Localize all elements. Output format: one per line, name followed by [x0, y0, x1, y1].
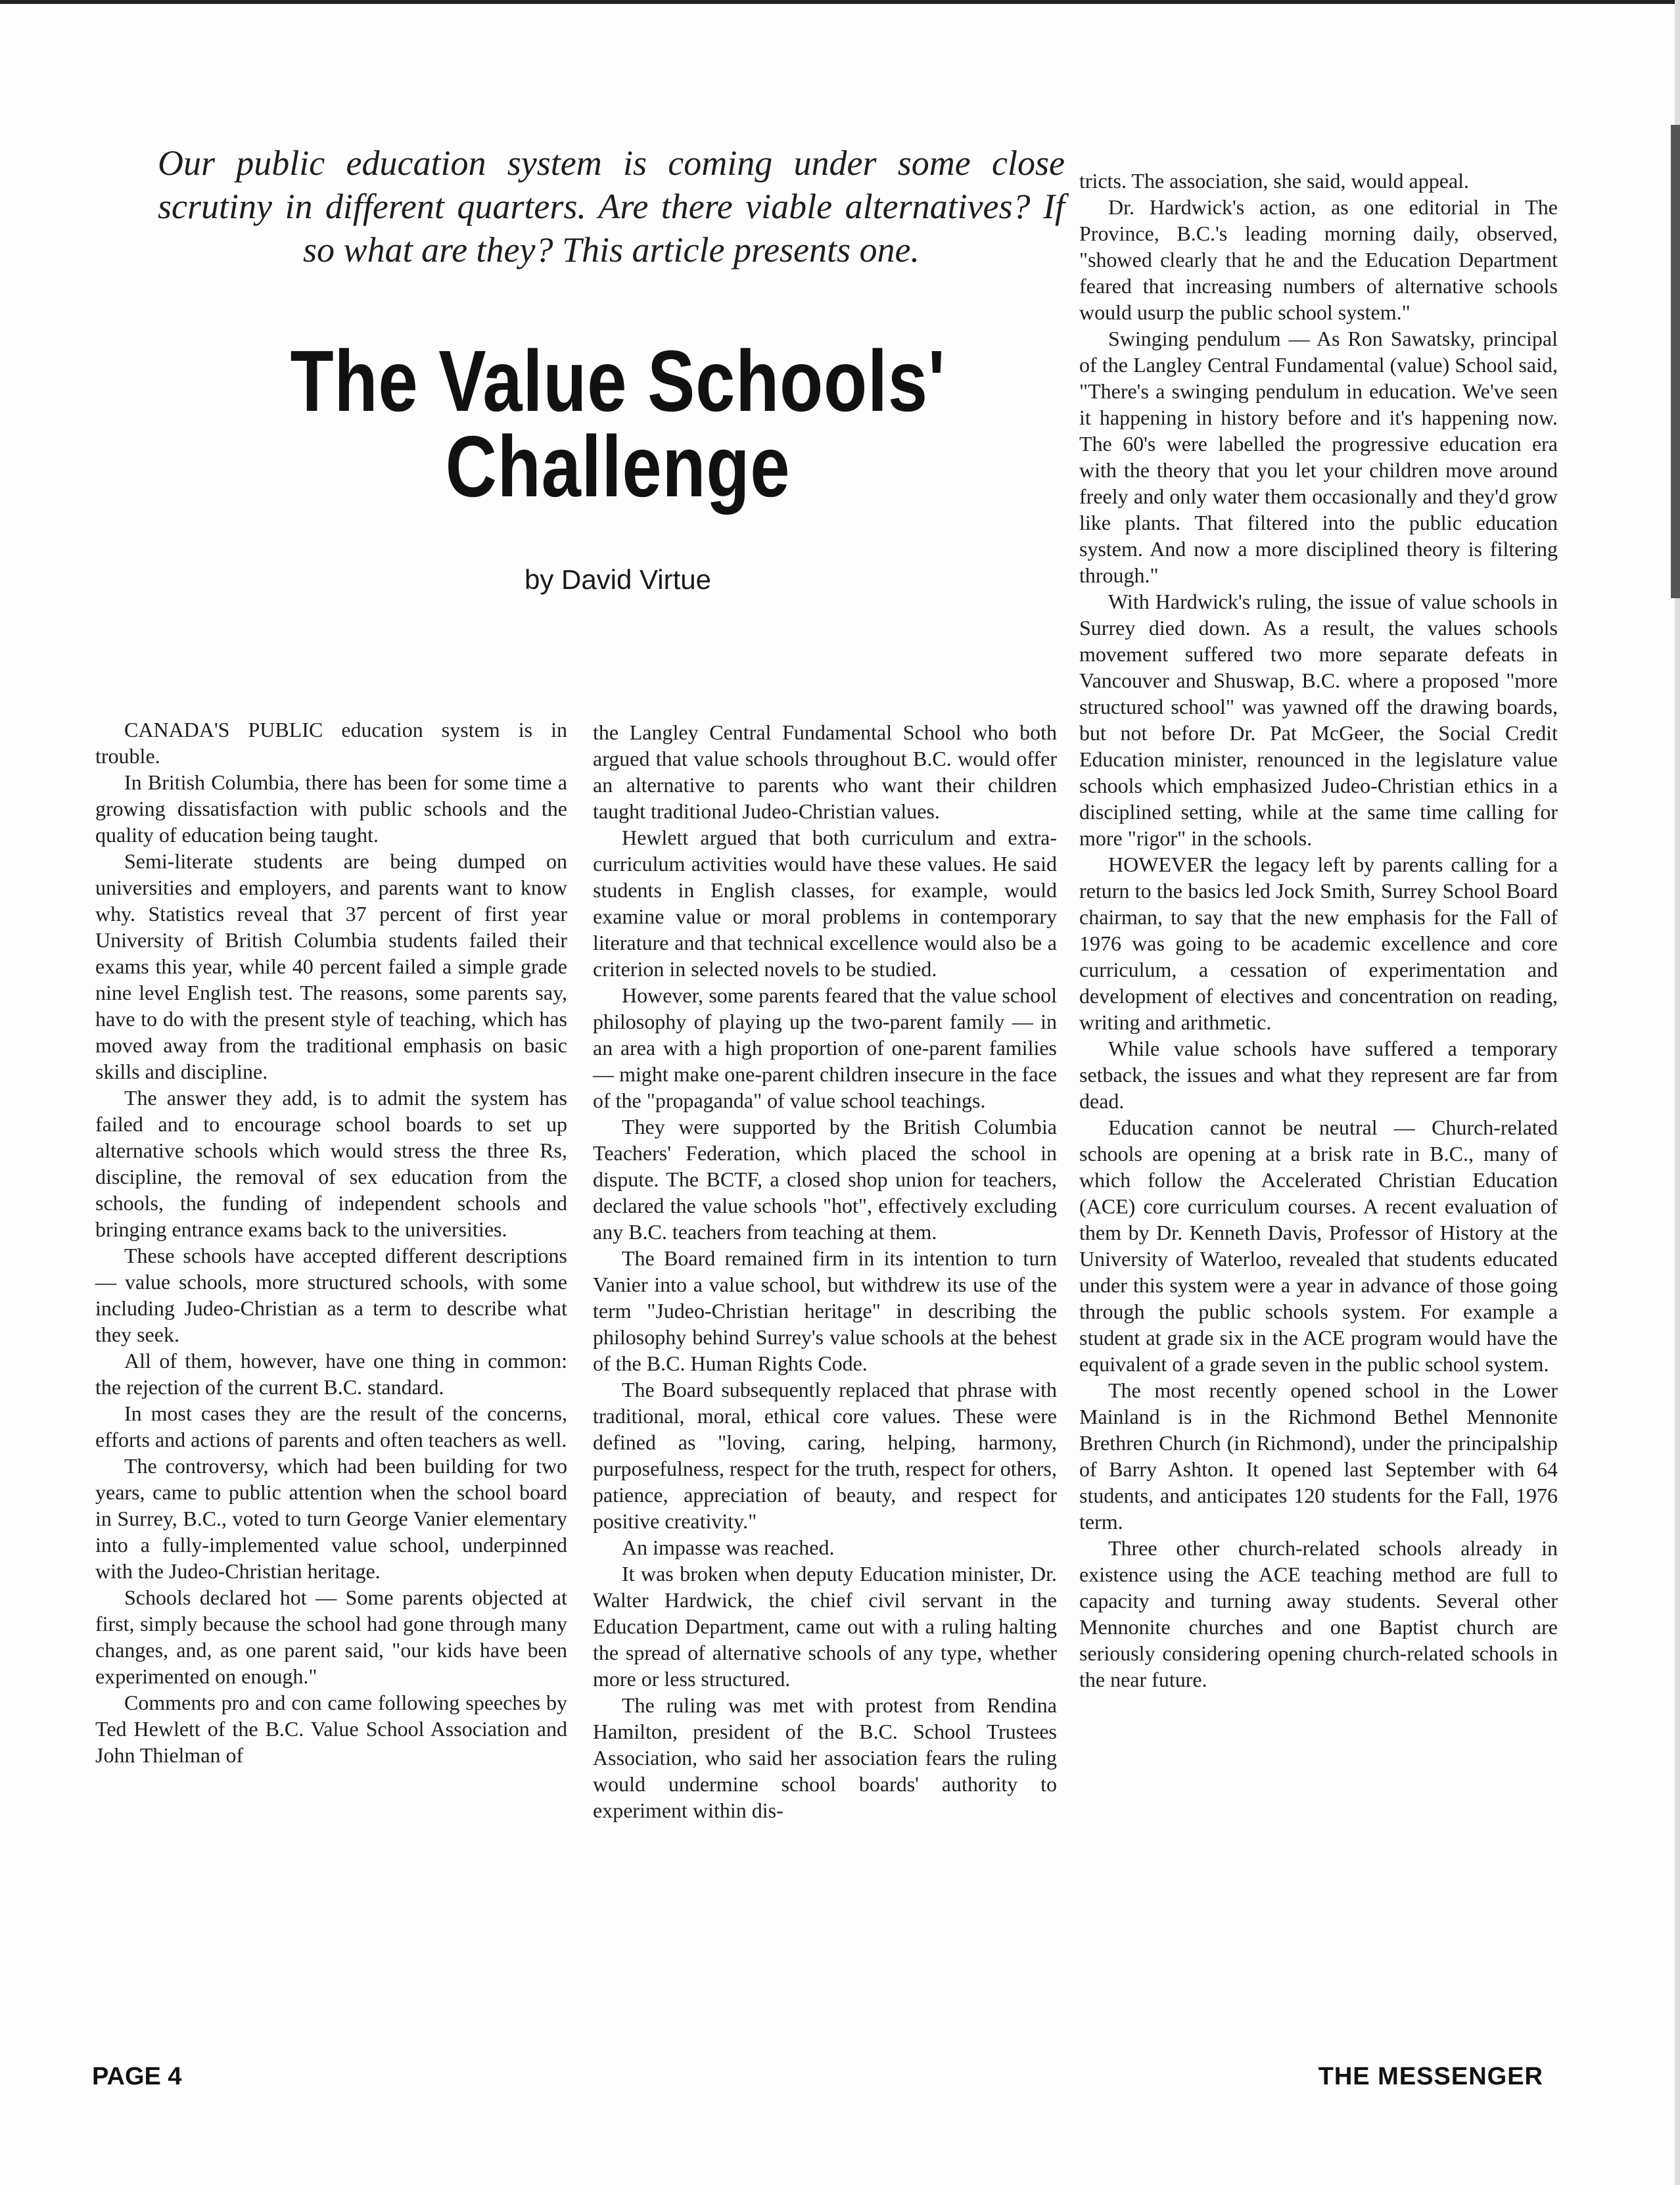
paragraph: An impasse was reached. [622, 1536, 835, 1559]
paragraph: the Langley Central Fundamental School who both argued that value schools throughout B.C. would offer an alternative to parents who want their children taught traditional Judeo-Christian values. [593, 720, 1057, 823]
publication-name: THE MESSENGER [1318, 2063, 1543, 2090]
paragraph: In most cases they are the result of the concerns, efforts and actions of parents and often teachers as well. [95, 1401, 567, 1451]
paragraph: Dr. Hardwick's action, as one editorial in The Province, B.C.'s leading morning daily, observed, "showed clearly that he and the Education Department feared that increasing numbers of alternative schools would usurp the public school system." [1079, 195, 1558, 324]
page-top-edge [0, 0, 1680, 4]
title-line-1: The Value Schools' [290, 333, 946, 429]
paragraph: These schools have accepted different descriptions — value schools, more structured schools, with some including Judeo-Christian as a term to describe what they seek. [95, 1244, 567, 1346]
paragraph: The ruling was met with protest from Rendina Hamilton, president of the B.C. School Trustees Association, who said her association fears the ruling would undermine school boards' authority to experiment within dis- [593, 1693, 1057, 1822]
byline: by David Virtue [524, 564, 712, 595]
paragraph: The Board remained firm in its intention to turn Vanier into a value school, but withdrew its use of the term "Judeo-Christian heritage" in describing the philosophy behind Surrey's value schools at the behest of the B.C. Human Rights Code. [593, 1246, 1057, 1375]
page-number: PAGE 4 [92, 2063, 182, 2090]
paragraph: Three other church-related schools already in existence using the ACE teaching method are full to capacity and turning away students. Several other Mennonite churches and one Baptist church are seriously considering opening church-related schools in the near future. [1079, 1536, 1558, 1691]
paragraph: The most recently opened school in the Lower Mainland is in the Richmond Bethel Mennonite Brethren Church (in Richmond), under the principalship of Barry Ashton. It opened last September with 64 students, and anticipates 120 students for the Fall, 1976 term. [1079, 1378, 1558, 1534]
paragraph: Schools declared hot — Some parents objected at first, simply because the school had gone through many changes, and, as one parent said, "our kids have been experimented on enough." [95, 1586, 567, 1688]
paragraph: Education cannot be neutral — Church-related schools are opening at a brisk rate in B.C., many of which follow the Accelerated Christian Education (ACE) core curriculum courses. A recent evaluation of them by Dr. Kenneth Davis, Professor of History at the University of Waterloo, revealed that students educated under this system were a year in advance of those going through the public schools system. For example a student at grade six in the ACE program would have the equivalent of a grade seven in the public school system. [1079, 1116, 1558, 1376]
paragraph: All of them, however, have one thing in common: the rejection of the current B.C. standard. [95, 1349, 567, 1399]
paragraph: Semi-literate students are being dumped on universities and employers, and parents want to know why. Statistics reveal that 37 percent of first year University of British Columbia students failed their exams this year, while 40 percent failed a simple grade nine level English test. The reasons, some parents say, have to do with the present style of teaching, which has moved away from the traditional emphasis on basic skills and discipline. [95, 849, 567, 1083]
paragraph: In British Columbia, there has been for some time a growing dissatisfaction with public schools and the quality of education being taught. [95, 770, 567, 847]
paragraph: While value schools have suffered a temporary setback, the issues and what they represent are far from dead. [1079, 1037, 1558, 1113]
paragraph: However, some parents feared that the value school philosophy of playing up the two-parent family — in an area with a high proportion of one-parent families — might make one-parent children insecure in the face of the "propaganda" of value school teachings. [593, 983, 1057, 1112]
paragraph: The answer they add, is to admit the system has failed and to encourage school boards to set up alternative schools which would stress the three Rs, discipline, the removal of sex education from the schools, the funding of independent schools and bringing entrance exams back to the universities. [95, 1086, 567, 1241]
article-column-2 [593, 719, 1057, 1823]
paragraph: tricts. The association, she said, would appeal. [1079, 169, 1470, 193]
paragraph: HOWEVER the legacy left by parents calling for a return to the basics led Jock Smith, Surrey School Board chairman, to say that the new emphasis for the Fall of 1976 was going to be academic excellence and core curriculum, a cessation of experimentation and development of electives and concentration on reading, writing and arithmetic. [1079, 853, 1558, 1034]
paragraph: The Board subsequently replaced that phrase with traditional, moral, ethical core values. These were defined as "loving, caring, helping, harmony, purposefulness, respect for the truth, respect for others, patience, appreciation of beauty, and respect for positive creativity." [593, 1378, 1057, 1533]
title-line-2: Challenge [445, 418, 791, 515]
page-edge-mark [1671, 125, 1680, 598]
intro-text: Our public education system is coming under some close scrutiny in different quarters. Are there viable alternatives? If so what are they? This article presents one. [158, 143, 1065, 270]
article-title [214, 333, 1022, 515]
paragraph: CANADA'S PUBLIC education system is in trouble. [95, 718, 567, 768]
paragraph: Comments pro and con came following speeches by Ted Hewlett of the B.C. Value School Association and John Thielman of [95, 1691, 567, 1767]
paragraph: They were supported by the British Columbia Teachers' Federation, which placed the school in dispute. The BCTF, a closed shop union for teachers, declared the value schools "hot", effectively excluding any B.C. teachers from teaching at them. [593, 1115, 1057, 1244]
article-column-1 [95, 717, 567, 1768]
paragraph: Hewlett argued that both curriculum and extra-curriculum activities would have these values. He said students in English classes, for example, would examine value or moral problems in contemporary literature and that technical excellence would also be a criterion in selected novels to be studied. [593, 826, 1057, 981]
article-column-3 [1079, 168, 1558, 1693]
paragraph: Swinging pendulum — As Ron Sawatsky, principal of the Langley Central Fundamental (value) School said, "There's a swinging pendulum in education. We've seen it happening in history before and it's happening now. The 60's were labelled the progressive education era with the theory that you let your children move around freely and only water them occasionally and they'd grow like plants. That filtered into the public education system. And now a more disciplined theory is filtering through." [1079, 327, 1558, 587]
paragraph: The controversy, which had been building for two years, came to public attention when the school board in Surrey, B.C., voted to turn George Vanier elementary into a fully-implemented value school, underpinned with the Judeo-Christian heritage. [95, 1454, 567, 1583]
paragraph: With Hardwick's ruling, the issue of value schools in Surrey died down. As a result, the values schools movement suffered two more separate defeats in Vancouver and Shuswap, B.C. where a proposed "more structured school" was yawned off the drawing boards, but not before Dr. Pat McGeer, the Social Credit Education minister, renounced in the legislature value schools which emphasized Judeo-Christian ethics in a disciplined setting, while at the same time calling for more "rigor" in the schools. [1079, 590, 1558, 850]
paragraph: It was broken when deputy Education minister, Dr. Walter Hardwick, the chief civil servant in the Education Department, came out with a ruling halting the spread of alternative schools of any type, whether more or less structured. [593, 1562, 1057, 1691]
